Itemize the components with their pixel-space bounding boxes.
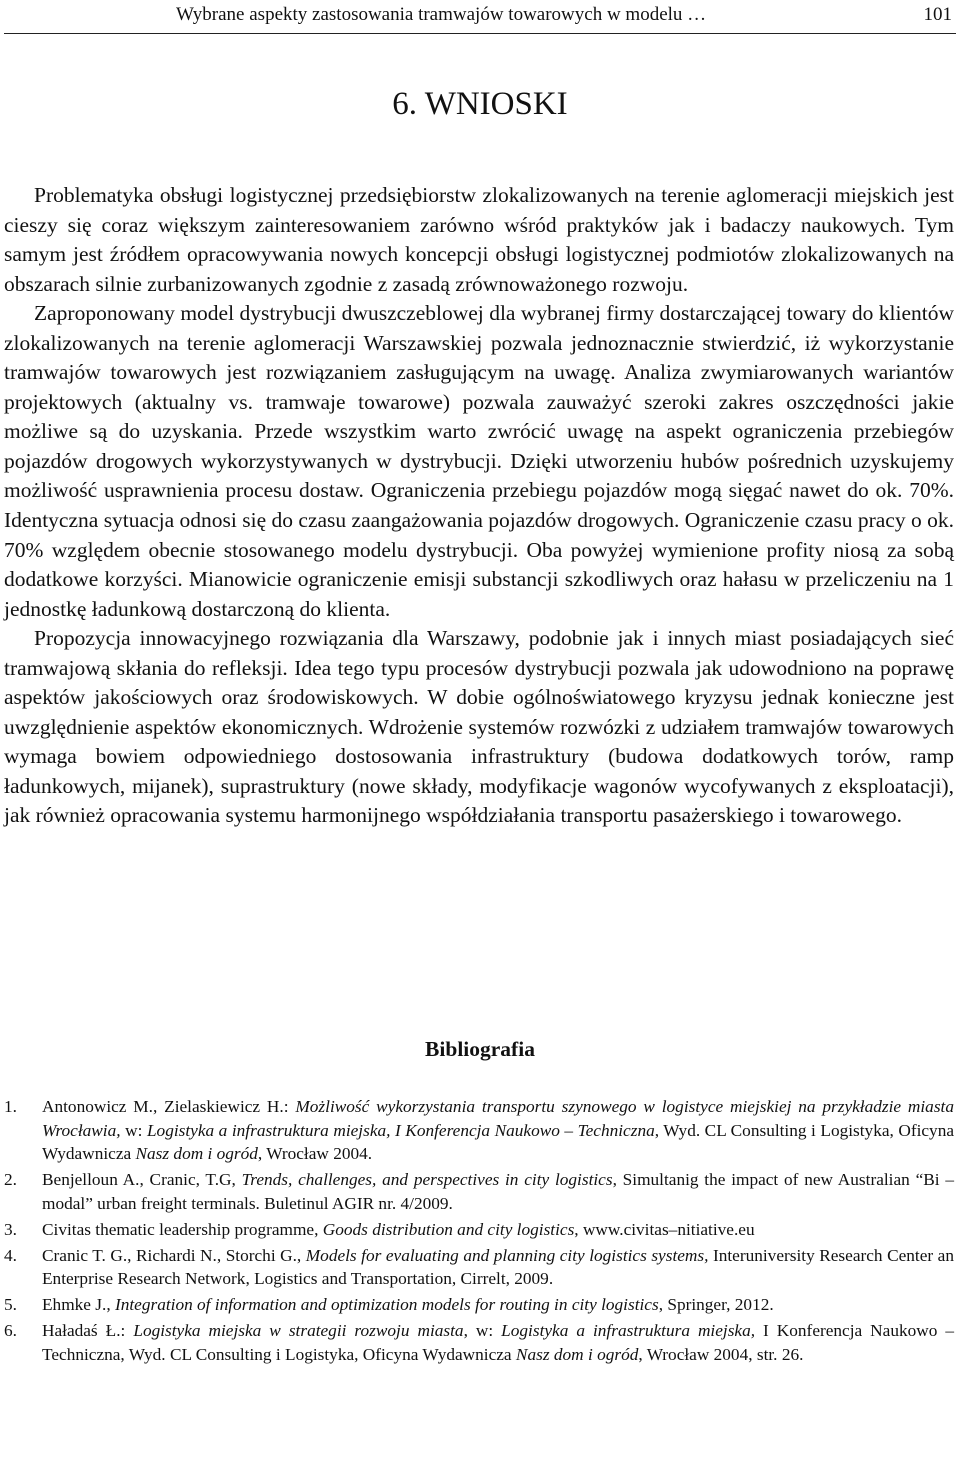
header-rule — [4, 33, 956, 34]
entry-title-text: Logistyka miejska w strategii rozwoju miasta — [133, 1321, 464, 1341]
entry-text: , www.civitas–nitiative.eu — [574, 1219, 755, 1239]
entry-title-text: Goods distribution and city logistics — [322, 1219, 575, 1239]
running-header — [0, 0, 960, 36]
entry-title-text: Integration of information and optimization models for routing in city logistics — [114, 1295, 659, 1315]
paragraph: Zaproponowany model dystrybucji dwuszczeblowej dla wybranej firmy dostarczającej towary do klientów zlokalizowanych na terenie aglomeracji Warszawskiej pozwala jednoznacznie stwierdzić, iż wykorzystanie tramwajów towarowych jest rozwiązaniem zasługującym na uwagę. Analiza zwymiarowanych wariantów projektowych (aktualny vs. tramwaje towarowe) pozwala zauważyć szeroki zakres oszczędności jakie możliwe są do uzyskania. Przede wszystkim warto zwrócić uwagę na aspekt ograniczenia przebiegów pojazdów drogowych wykorzystywanych w dystrybucji. Dzięki utworzeniu hubów pośrednich uzyskujemy możliwość usprawnienia procesu dostaw. Ograniczenia przebiegu pojazdów mogą sięgać nawet do ok. 70%. Identyczna sytuacja odnosi się do czasu zaangażowania pojazdów drogowych. Ograniczenie czasu pracy o ok. 70% względem obecnie stosowanego modelu dystrybucji. Oba powyżej wymienione profity niosą za sobą dodatkowe korzyści. Mianowicie ograniczenie emisji substancji szkodliwych oraz hałasu w przeliczeniu na 1 jednostkę ładunkową dostarczoną do klienta. — [4, 301, 954, 621]
paragraph: Propozycja innowacyjnego rozwiązania dla Warszawy, podobnie jak i innych miast posiadających sieć tramwajową skłania do refleksji. Idea tego typu procesów dystrybucji pozwala jak udowodniono na poprawę aspektów jakościowych oraz środowiskowych. W dobie ogólnoświatowego kryzysu jednak konieczne jest uwzględnienie aspektów ekonomicznych. Wdrożenie systemów rozwózki z udziałem tramwajów towarowych wymaga bowiem odpowiedniego dostosowania infrastruktury (budowa dodatkowych torów, ramp ładunkowych, mijanek), suprastruktury (nowe składy, modyfikacje wagonów wycofywanych z eksploatacji), jak również opracowania systemu harmonijnego współdziałania transportu pasażerskiego i towarowego. — [4, 626, 954, 828]
conclusions-body — [4, 181, 954, 831]
entry-text: , Simultanig the impact of new Australian “Bi – modal” urban freight terminals. Buletinul AGIR nr. 4/2009. — [42, 1170, 954, 1213]
entry-text: Benjelloun A., Cranic, T.G, — [42, 1170, 242, 1190]
bibliography-entry — [4, 1319, 954, 1366]
entry-number: 4. — [4, 1245, 17, 1265]
page-number: 101 — [923, 4, 952, 25]
entry-text: I Konferencja Naukowo – Techniczna, Wyd. CL Consulting i Logistyka, Oficyna Wydawnicza — [42, 1321, 955, 1364]
bibliography-entry — [4, 1244, 954, 1291]
entry-title-text: Nasz dom i ogród — [135, 1144, 258, 1163]
entry-number: 3. — [4, 1219, 17, 1239]
paragraph: Problematyka obsługi logistycznej przedsiębiorstw zlokalizowanych na terenie aglomeracji miejskich jest cieszy się coraz większym zainteresowaniem zarówno wśród praktyków jak i badaczy naukowych. Tym samym jest źródłem opracowywania nowych koncepcji obsługi logistycznej podmiotów zlokalizowanych na obszarach silnie zurbanizowanych zgodnie z zasadą zrównoważonego rozwoju. — [4, 183, 954, 296]
entry-number: 5. — [4, 1295, 17, 1315]
entry-text: Interuniversity Research Center an Enterprise Research Network, Logistics and Transportation, Cirrelt, 2009. — [42, 1245, 954, 1289]
entry-title-text: Trends, challenges, and perspectives in city logistics — [241, 1170, 613, 1190]
bibliography-entry — [4, 1095, 954, 1166]
entry-text: Ehmke J., — [42, 1295, 115, 1315]
entry-number: 6. — [4, 1321, 17, 1341]
entry-number: 2. — [4, 1170, 17, 1190]
entry-title-text: Models for evaluating and planning city logistics systems, — [305, 1245, 709, 1265]
bibliography-entry — [4, 1168, 954, 1215]
bibliography-list — [4, 1095, 954, 1369]
bibliography-entry — [4, 1218, 954, 1242]
entry-title-text: Logistyka a infrastruktura miejska, — [501, 1321, 756, 1341]
entry-text: Haładaś Ł.: — [42, 1321, 134, 1341]
entry-text: , Springer, 2012. — [658, 1295, 774, 1315]
running-title: Wybrane aspekty zastosowania tramwajów towarowych w modelu … — [176, 4, 707, 25]
entry-text: , Wrocław 2004. — [257, 1144, 373, 1163]
entry-text: , Wrocław 2004, str. 26. — [638, 1344, 804, 1364]
section-title: 6. WNIOSKI — [392, 86, 568, 122]
bibliography-entry — [4, 1293, 954, 1317]
entry-text: , w: — [463, 1321, 502, 1341]
entry-text: Cranic T. G., Richardi N., Storchi G., — [42, 1245, 306, 1265]
entry-title-text: Możliwość wykorzystania transportu szynowego w logistyce miejskiej na przykładzie miasta Wrocławia, — [42, 1097, 954, 1140]
entry-text: w: — [120, 1120, 147, 1140]
bibliography-title: Bibliografia — [425, 1037, 535, 1061]
entry-number: 1. — [4, 1097, 17, 1116]
entry-title-text: Nasz dom i ogród — [515, 1344, 639, 1364]
entry-text: , Wyd. CL Consulting i Logistyka, Oficyna Wydawnicza — [42, 1120, 955, 1163]
entry-text: Civitas thematic leadership programme, — [42, 1219, 323, 1239]
entry-title-text: Logistyka a infrastruktura miejska, I Konferencja Naukowo – Techniczna — [146, 1120, 655, 1140]
entry-text: Antonowicz M., Zielaskiewicz H.: — [42, 1097, 296, 1116]
